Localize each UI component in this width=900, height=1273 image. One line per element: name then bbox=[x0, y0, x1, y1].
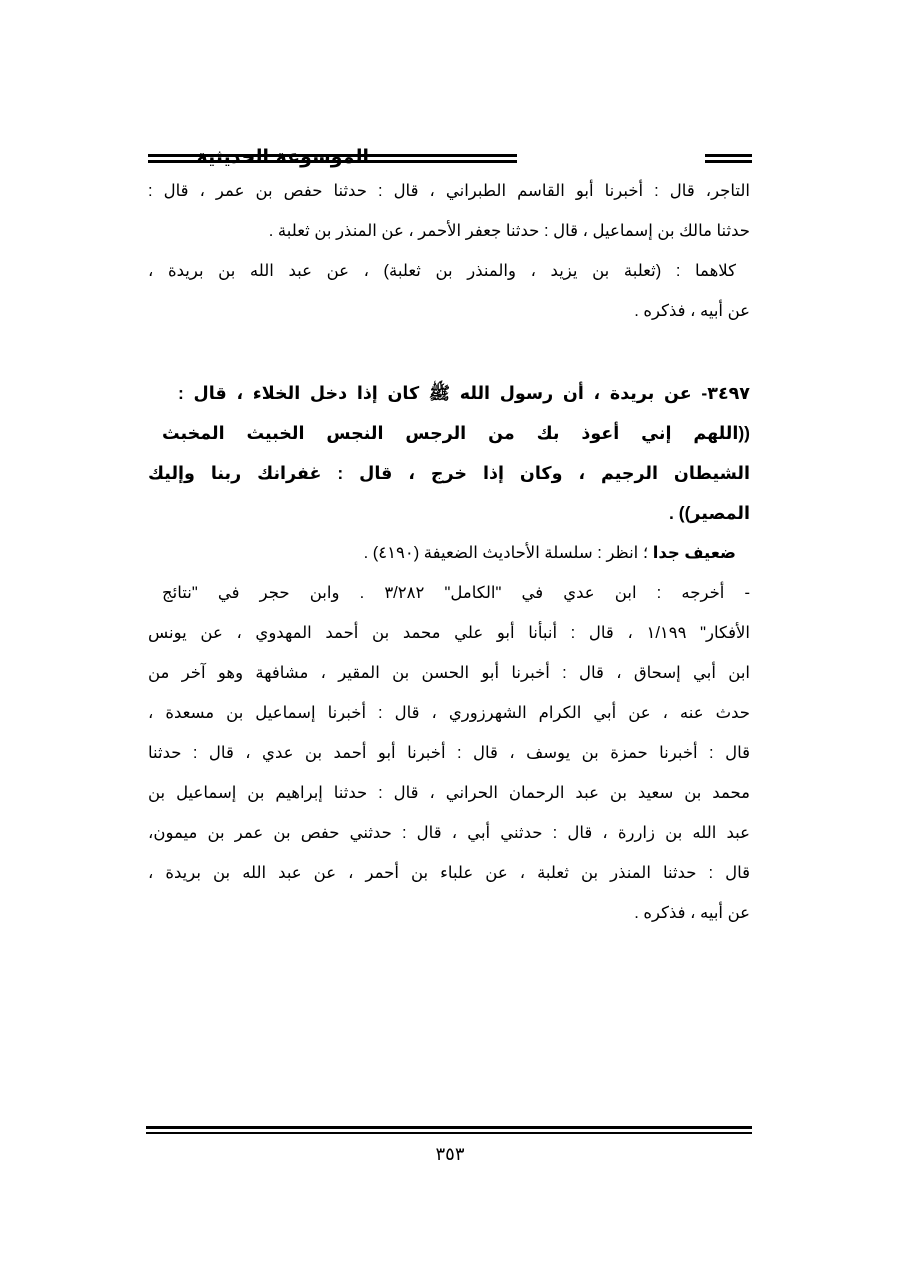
text-line: حدثنا مالك بن إسماعيل ، قال : حدثنا جعفر الأحمر ، عن المنذر بن ثعلبة . bbox=[268, 222, 750, 240]
takhrij-line: عن أبيه ، فذكره . bbox=[634, 904, 750, 922]
header-title: الموسوعة الحديثية bbox=[196, 146, 369, 168]
takhrij-line: عبد الله بن زاررة ، قال : حدثني أبي ، قال : حدثني حفص بن عمر بن ميمون، bbox=[148, 824, 750, 842]
text-line: كلاهما : (ثعلبة بن يزيد ، والمنذر بن ثعلبة) ، عن عبد الله بن بريدة ، bbox=[148, 262, 736, 280]
hadith-line: الشيطان الرجيم ، وكان إذا خرج ، قال : غفرانك ربنا وإليك bbox=[148, 463, 750, 483]
text-line: عن أبيه ، فذكره . bbox=[634, 302, 750, 320]
takhrij-line: ابن أبي إسحاق ، قال : أخبرنا أبو الحسن بن المقير ، مشافهة وهو آخر من bbox=[148, 664, 750, 682]
takhrij-line: قال : حدثنا المنذر بن ثعلبة ، عن علباء بن أحمر ، عن عبد الله بن بريدة ، bbox=[148, 864, 750, 882]
takhrij-line: قال : أخبرنا حمزة بن يوسف ، قال : أخبرنا أبو أحمد بن عدي ، قال : حدثنا bbox=[148, 744, 750, 762]
takhrij-line: حدث عنه ، عن أبي الكرام الشهرزوري ، قال : أخبرنا إسماعيل بن مسعدة ، bbox=[148, 704, 750, 722]
grading-line bbox=[134, 536, 736, 570]
page-number: ٣٥٣ bbox=[435, 1144, 465, 1165]
footer-rule-bottom bbox=[146, 1132, 752, 1134]
header-rule-right-top bbox=[705, 154, 752, 157]
grading-text: ؛ انظر : سلسلة الأحاديث الضعيفة (٤١٩٠) . bbox=[363, 544, 653, 562]
takhrij-line: - أخرجه : ابن عدي في "الكامل" ٣/٢٨٢ . وابن حجر في "نتائج bbox=[162, 584, 750, 602]
text-line: التاجر، قال : أخبرنا أبو القاسم الطبراني ، قال : حدثنا حفص بن عمر ، قال : bbox=[148, 182, 750, 200]
hadith-line: ((اللهم إني أعوذ بك من الرجس النجس الخبيث المخبث bbox=[162, 423, 750, 443]
running-header bbox=[148, 142, 752, 172]
header-rule-right-bottom bbox=[705, 160, 752, 163]
footer-rule-top bbox=[146, 1126, 752, 1129]
takhrij-line: محمد بن سعيد بن عبد الرحمان الحراني ، قال : حدثنا إبراهيم بن إسماعيل بن bbox=[148, 784, 750, 802]
hadith-line: المصير)) . bbox=[669, 503, 750, 523]
hadith-line: ٣٤٩٧- عن بريدة ، أن رسول الله ﷺ كان إذا دخل الخلاء ، قال : bbox=[178, 383, 750, 403]
grading-label: ضعيف جدا bbox=[652, 544, 736, 562]
takhrij-line: الأفكار" ١/١٩٩ ، قال : أنبأنا أبو علي محمد بن أحمد المهدوي ، عن يونس bbox=[148, 624, 750, 642]
